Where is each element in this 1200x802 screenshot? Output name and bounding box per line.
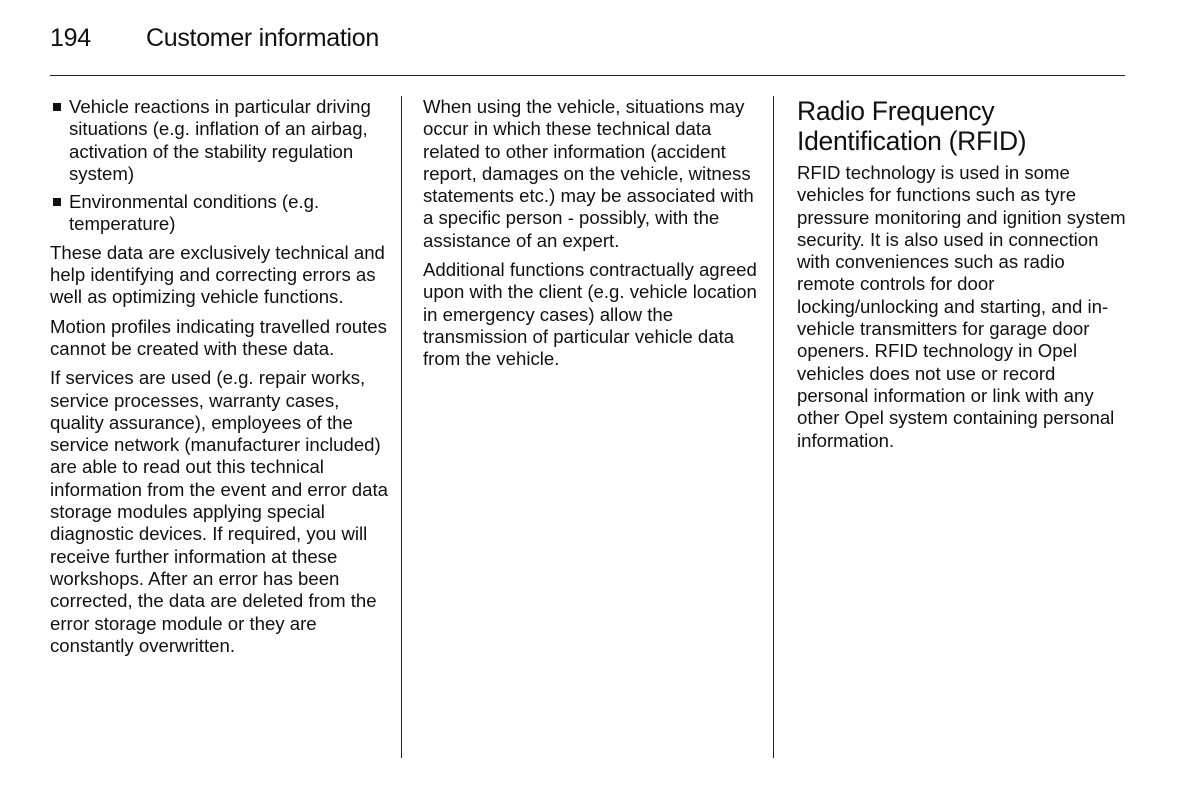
- bullet-text: Vehicle reactions in particular driving situations (e.g. inflation of an airbag, activation of the stability regulation system): [69, 96, 371, 184]
- paragraph: Additional functions contractually agreed upon with the client (e.g. vehicle location in emergency cases) allow the transmission of particular vehicle data from the vehicle.: [423, 259, 757, 370]
- page-title: Customer information: [146, 24, 379, 52]
- paragraph: When using the vehicle, situations may occur in which these technical data related to other information (accident report, damages on the vehicle, witness statements etc.) may be associated with a specific person - possibly, with the assistance of an expert.: [423, 96, 754, 251]
- section-heading: Radio Frequency Identification (RFID): [797, 96, 1027, 156]
- paragraph: These data are exclusively technical and help identifying and correcting errors as well as optimizing vehicle functions.: [50, 241, 385, 308]
- text-column-2: [423, 96, 763, 378]
- paragraph: Motion profiles indicating travelled routes cannot be created with these data.: [50, 315, 387, 359]
- text-column-3: [797, 96, 1127, 459]
- header-divider: [50, 75, 1125, 76]
- page-number: 194: [50, 24, 91, 52]
- paragraph: If services are used (e.g. repair works, service processes, warranty cases, quality assurance), employees of the service network (manufacturer included) are able to read out this technical information from the event and error data storage modules applying special diagnostic devices. If required, you will receive further information at these workshops. After an error has been corrected, the data are deleted from the error storage module or they are constantly overwritten.: [50, 367, 388, 656]
- paragraph: RFID technology is used in some vehicles for functions such as tyre pressure monitoring and ignition system security. It is also used in connection with conveniences such as radio remote controls for door locking/unlocking and starting, and in-vehicle transmitters for garage door openers. RFID technology in Opel vehicles does not use or record personal information or link with any other Opel system containing personal information.: [797, 162, 1126, 451]
- bullet-text: Environmental conditions (e.g. temperature): [69, 191, 320, 235]
- column-divider-1: [401, 96, 402, 758]
- square-bullet-icon: [53, 103, 61, 111]
- bullet-list: [50, 96, 390, 236]
- page-header: [50, 24, 379, 60]
- bullet-item: [50, 191, 390, 236]
- text-column-1: [50, 96, 390, 664]
- square-bullet-icon: [53, 198, 61, 206]
- bullet-item: [50, 96, 390, 185]
- column-divider-2: [773, 96, 774, 758]
